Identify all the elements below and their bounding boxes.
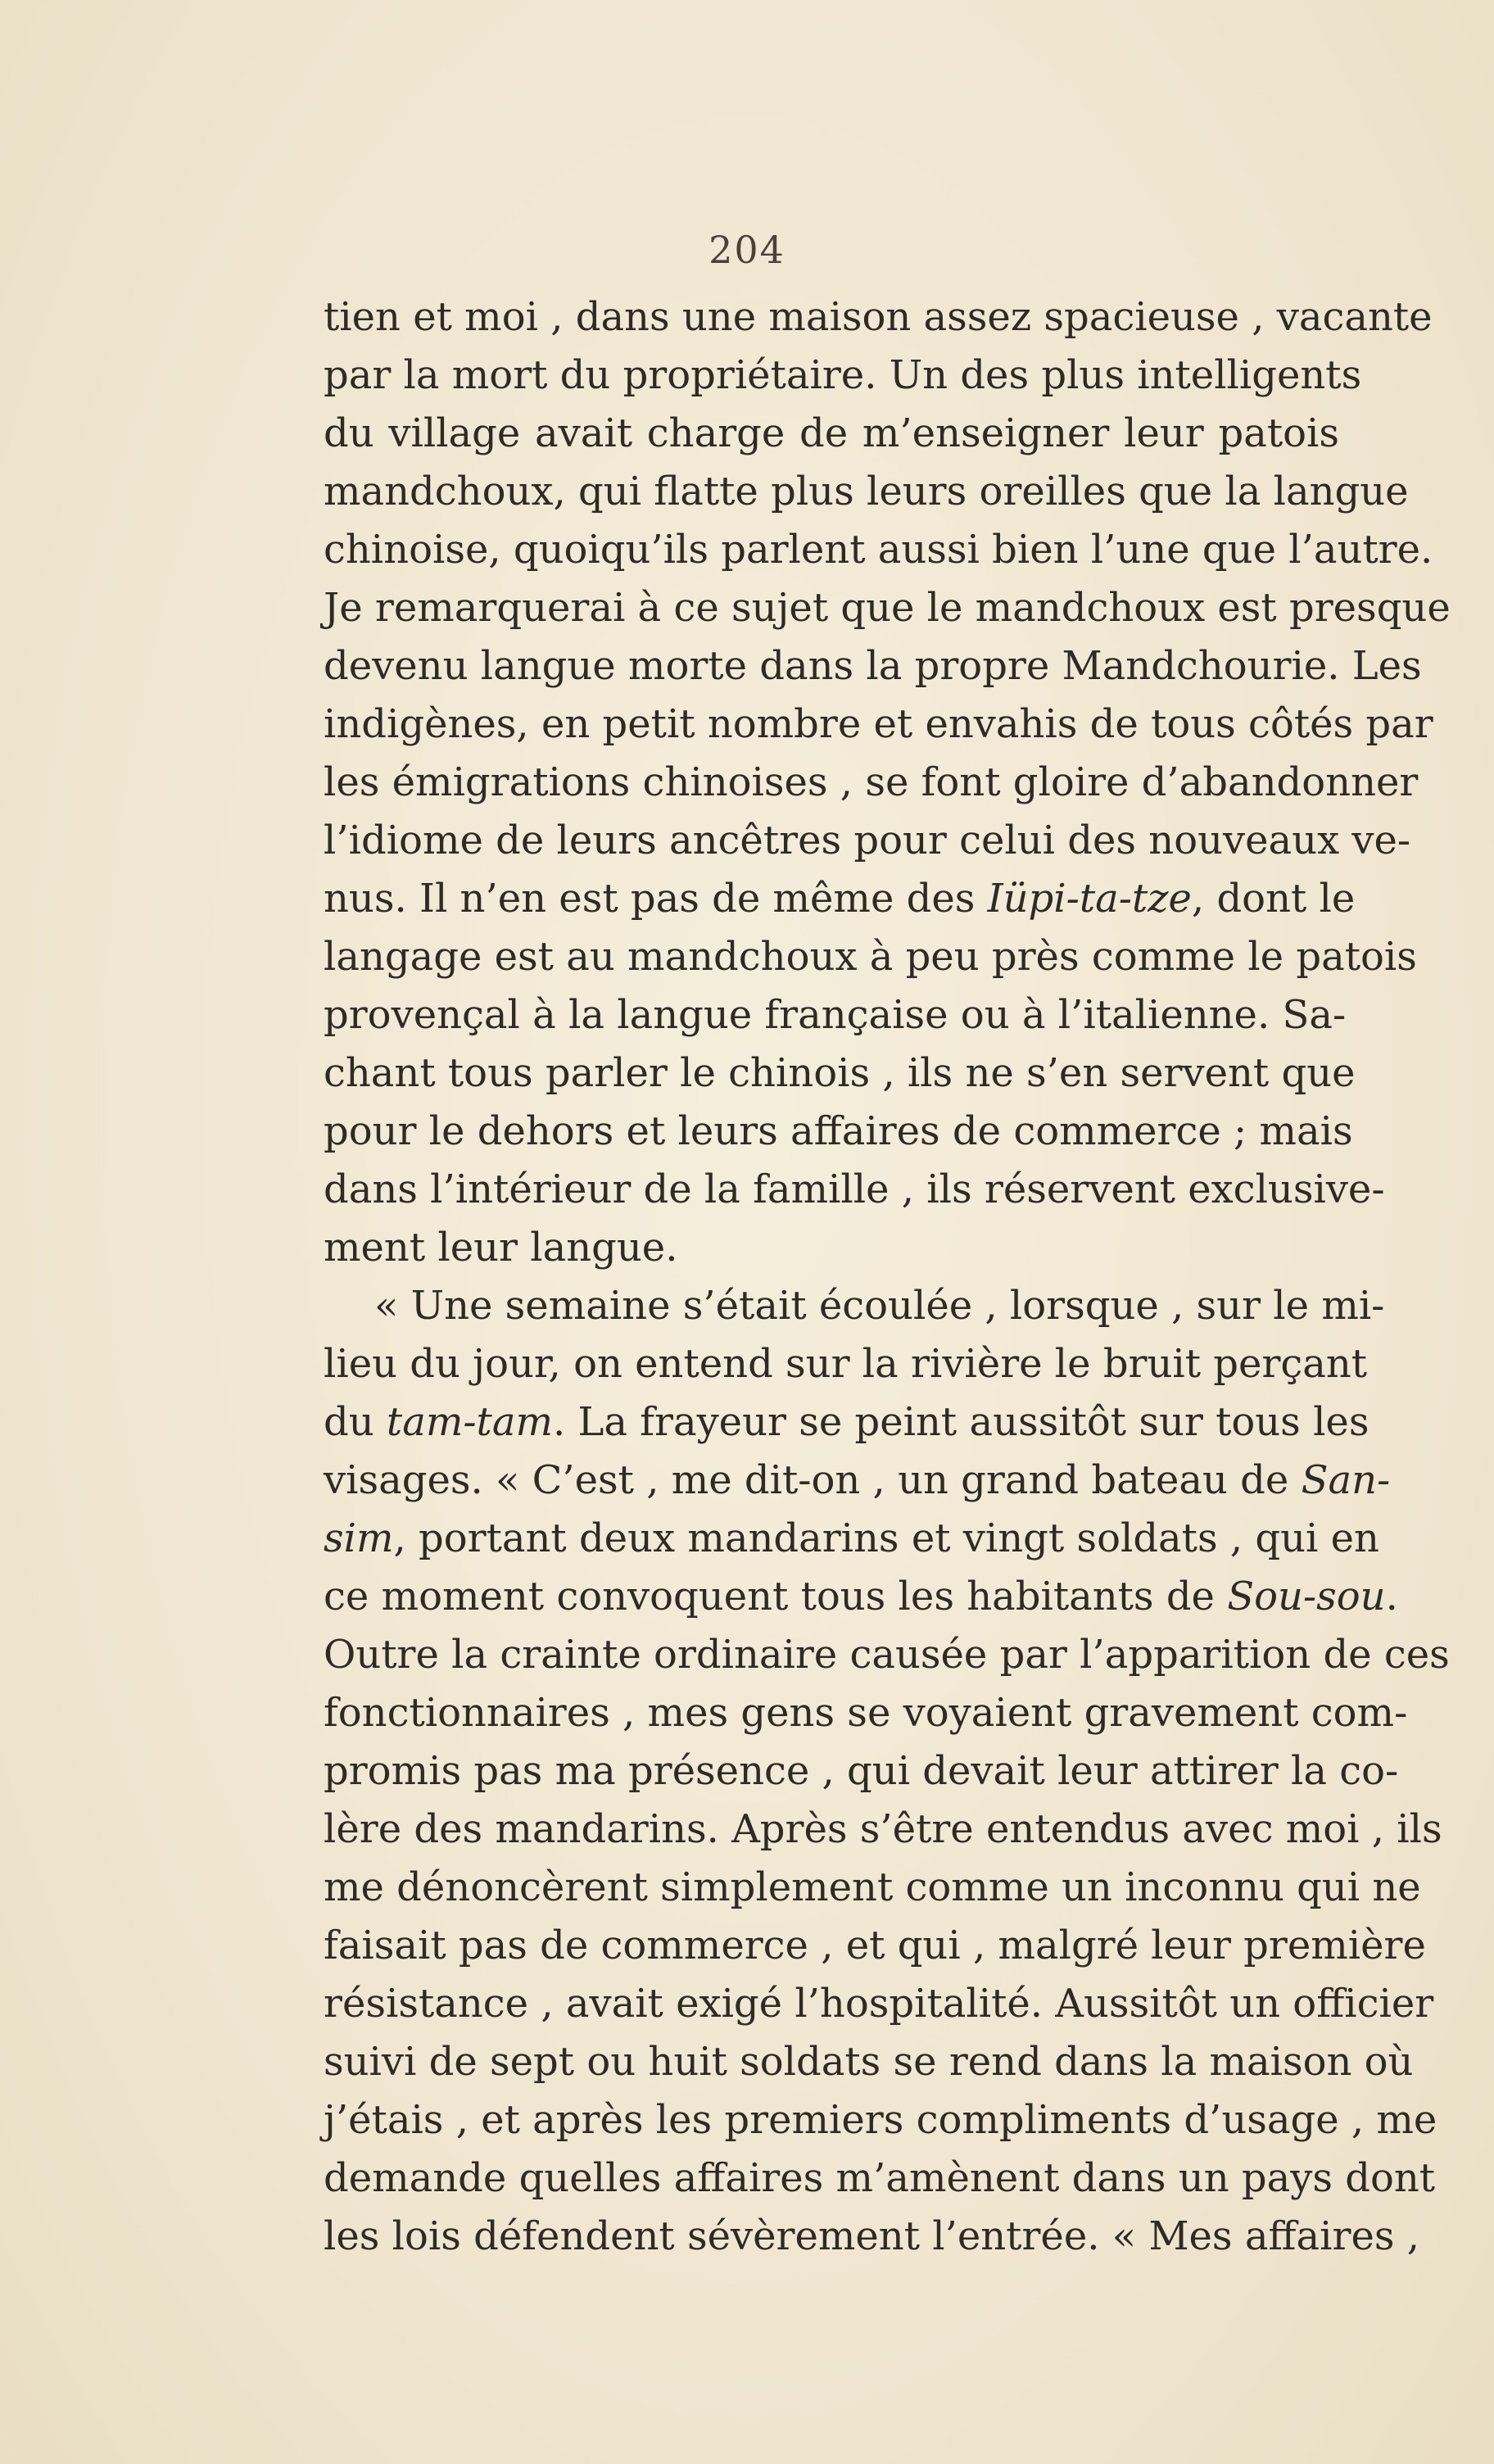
page-number: 204 (709, 228, 785, 272)
text-line: chinoise, quoiqu’ils parlent aussi bien l’une que l’autre. (324, 527, 1433, 573)
text-line: langage est au mandchoux à peu près comme le patois (324, 934, 1417, 980)
text-line: demande quelles affaires m’amènent dans un pays dont (324, 2155, 1436, 2201)
body-text (324, 288, 1451, 2266)
text-line: l’idiome de leurs ancêtres pour celui des nouveaux ve- (324, 818, 1411, 863)
text-line: lère des mandarins. Après s’être entendus avec moi , ils (324, 1806, 1442, 1852)
text-segment: , portant deux mandarins et vingt soldats , qui en (393, 1515, 1379, 1561)
italic-term: Sou-sou (1227, 1574, 1386, 1619)
text-segment: , dont le (1191, 876, 1356, 922)
text-line: résistance , avait exigé l’hospitalité. Aussitôt un officier (324, 1981, 1434, 2027)
text-line: promis pas ma présence , qui devait leur attirer la co- (324, 1748, 1399, 1794)
text-line: devenu langue morte dans la propre Mandchourie. Les (324, 643, 1422, 689)
text-line (324, 1393, 1370, 1452)
text-line: mandchoux, qui flatte plus leurs oreilles que la langue (324, 469, 1409, 514)
text-segment: du (324, 1399, 387, 1445)
text-line: « Une semaine s’était écoulée , lorsque , sur le mi- (374, 1283, 1385, 1329)
text-line: chant tous parler le chinois , ils ne s’en servent que (324, 1050, 1356, 1096)
text-line: tien et moi , dans une maison assez spacieuse , vacante (324, 294, 1433, 340)
italic-term: Iüpi-ta-tze (987, 876, 1192, 922)
text-line: fonctionnaires , mes gens se voyaient gravement com- (324, 1690, 1408, 1736)
text-line: du village avait charge de m’enseigner leur patois (324, 410, 1339, 456)
text-segment: nus. Il n’en est pas de même des (324, 876, 988, 922)
text-segment: . La frayeur se peint aussitôt sur tous les (552, 1399, 1370, 1445)
text-line: les émigrations chinoises , se font gloire d’abandonner (324, 759, 1419, 805)
text-line: j’étais , et après les premiers compliments d’usage , me (324, 2097, 1437, 2143)
italic-term: San- (1301, 1457, 1391, 1503)
italic-term: tam-tam (386, 1399, 553, 1445)
text-line: Outre la crainte ordinaire causée par l’apparition de ces (324, 1632, 1450, 1678)
text-segment: ce moment convoquent tous les habitants de (324, 1574, 1228, 1619)
text-line: indigènes, en petit nombre et envahis de tous côtés par (324, 701, 1433, 747)
text-line: faisait pas de commerce , et qui , malgré leur première (324, 1923, 1426, 1968)
italic-term: sim (324, 1515, 394, 1561)
text-segment: visages. « C’est , me dit-on , un grand bateau de (324, 1457, 1302, 1503)
text-line: les lois défendent sévèrement l’entrée. « Mes affaires , (324, 2213, 1419, 2259)
text-line: provençal à la langue française ou à l’italienne. Sa- (324, 992, 1347, 1038)
text-line: dans l’intérieur de la famille , ils réservent exclusive- (324, 1166, 1385, 1212)
text-line (324, 1452, 1391, 1510)
text-segment: . (1385, 1574, 1398, 1619)
text-line: ment leur langue. (324, 1225, 678, 1270)
text-line: Je remarquerai à ce sujet que le mandchoux est presque (324, 585, 1451, 631)
text-line: pour le dehors et leurs affaires de commerce ; mais (324, 1108, 1353, 1154)
text-line: par la mort du propriétaire. Un des plus intelligents (324, 352, 1362, 398)
text-line (324, 1510, 1379, 1568)
text-line: suivi de sept ou huit soldats se rend dans la maison où (324, 2039, 1414, 2085)
text-line (324, 1568, 1398, 1626)
text-line: me dénoncèrent simplement comme un inconnu qui ne (324, 1864, 1421, 1910)
text-line (324, 870, 1356, 928)
text-line: lieu du jour, on entend sur la rivière le bruit perçant (324, 1341, 1368, 1387)
